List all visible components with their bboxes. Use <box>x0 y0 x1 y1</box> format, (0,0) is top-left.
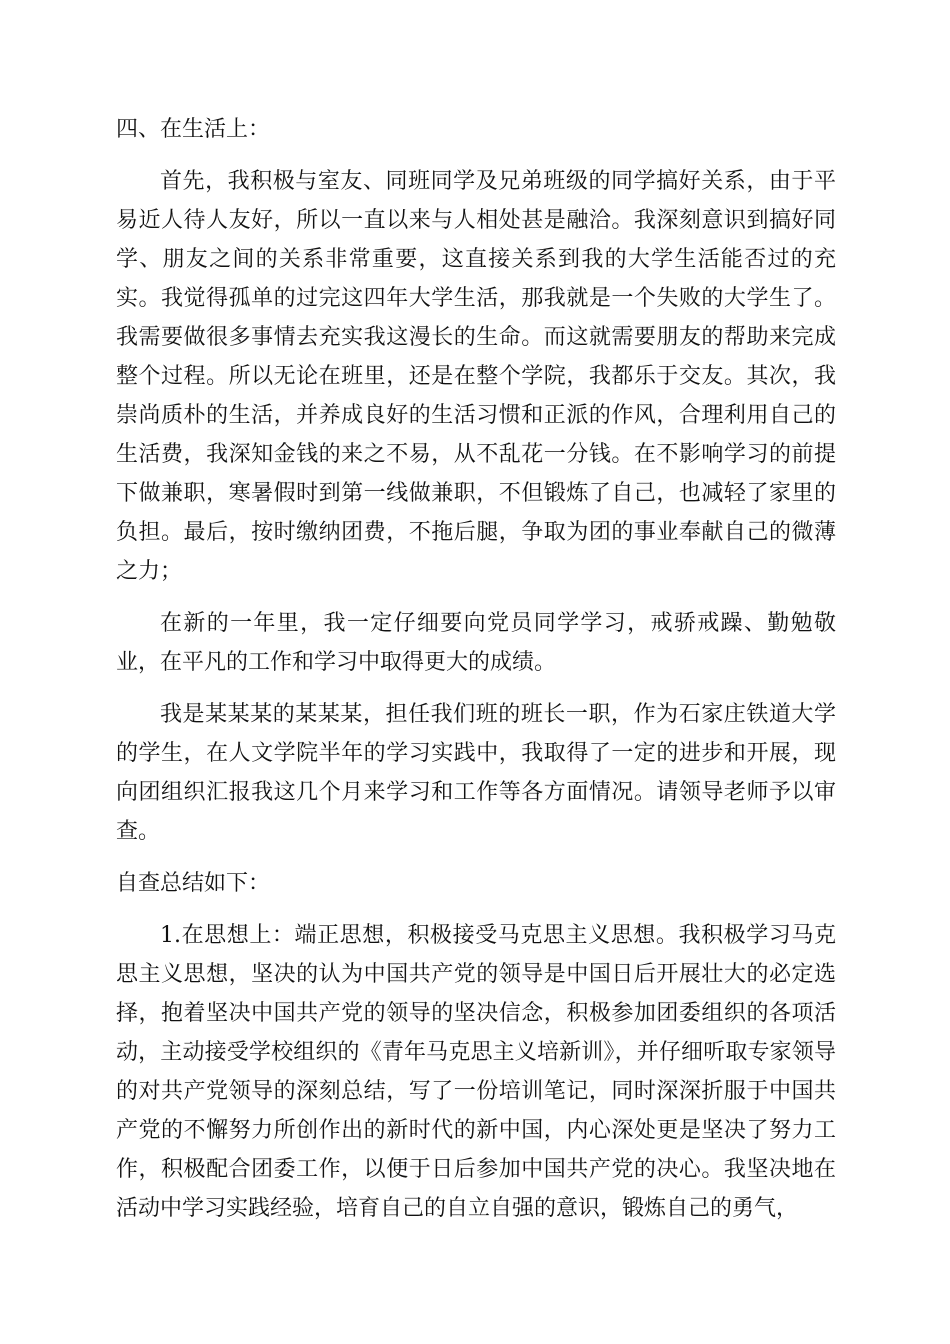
section-heading-summary: 自查总结如下： <box>116 871 271 896</box>
paragraph-intro: 我是某某某的某某某，担任我们班的班长一职，作为石家庄铁道大学的学生，在人文学院半年的学习实践中，我取得了一定的进步和开展，现向团组织汇报我这几个月来学习和工作等各方面情况。请领导老师予以审查。 <box>116 702 836 844</box>
section-heading-life: 四、在生活上： <box>116 117 271 142</box>
paragraph-thought: 1.在思想上：端正思想，积极接受马克思主义思想。我积极学习马克思主义思想，坚决的认为中国共产党的领导是中国日后开展壮大的必定选择，抱着坚决中国共产党的领导的坚决信念，积极参加团委组织的各项活动，主动接受学校组织的《青年马克思主义培新训》，并仔细听取专家领导的对共产党领导的深刻总结，写了一份培训笔记，同时深深折服于中国共产党的不懈努力所创作出的新时代的新中国，内心深处更是坚决了努力工作，积极配合团委工作，以便于日后参加中国共产党的决心。我坚决地在活动中学习实践经验，培育自己的自立自强的意识，锻炼自己的勇气， <box>116 923 836 1221</box>
paragraph-new-year: 在新的一年里，我一定仔细要向党员同学学习，戒骄戒躁、勤勉敬业，在平凡的工作和学习中取得更大的成绩。 <box>116 611 836 675</box>
paragraph-life: 首先，我积极与室友、同班同学及兄弟班级的同学搞好关系，由于平易近人待人友好，所以一直以来与人相处甚是融洽。我深刻意识到搞好同学、朋友之间的关系非常重要，这直接关系到我的大学生活能否过的充实。我觉得孤单的过完这四年大学生活，那我就是一个失败的大学生了。我需要做很多事情去充实我这漫长的生命。而这就需要朋友的帮助来完成整个过程。所以无论在班里，还是在整个学院，我都乐于交友。其次，我崇尚质朴的生活，并养成良好的生活习惯和正派的作风，合理利用自己的生活费，我深知金钱的来之不易，从不乱花一分钱。在不影响学习的前提下做兼职，寒暑假时到第一线做兼职，不但锻炼了自己，也减轻了家里的负担。最后，按时缴纳团费，不拖后腿，争取为团的事业奉献自己的微薄之力； <box>116 169 836 584</box>
document-body <box>116 110 836 1241</box>
